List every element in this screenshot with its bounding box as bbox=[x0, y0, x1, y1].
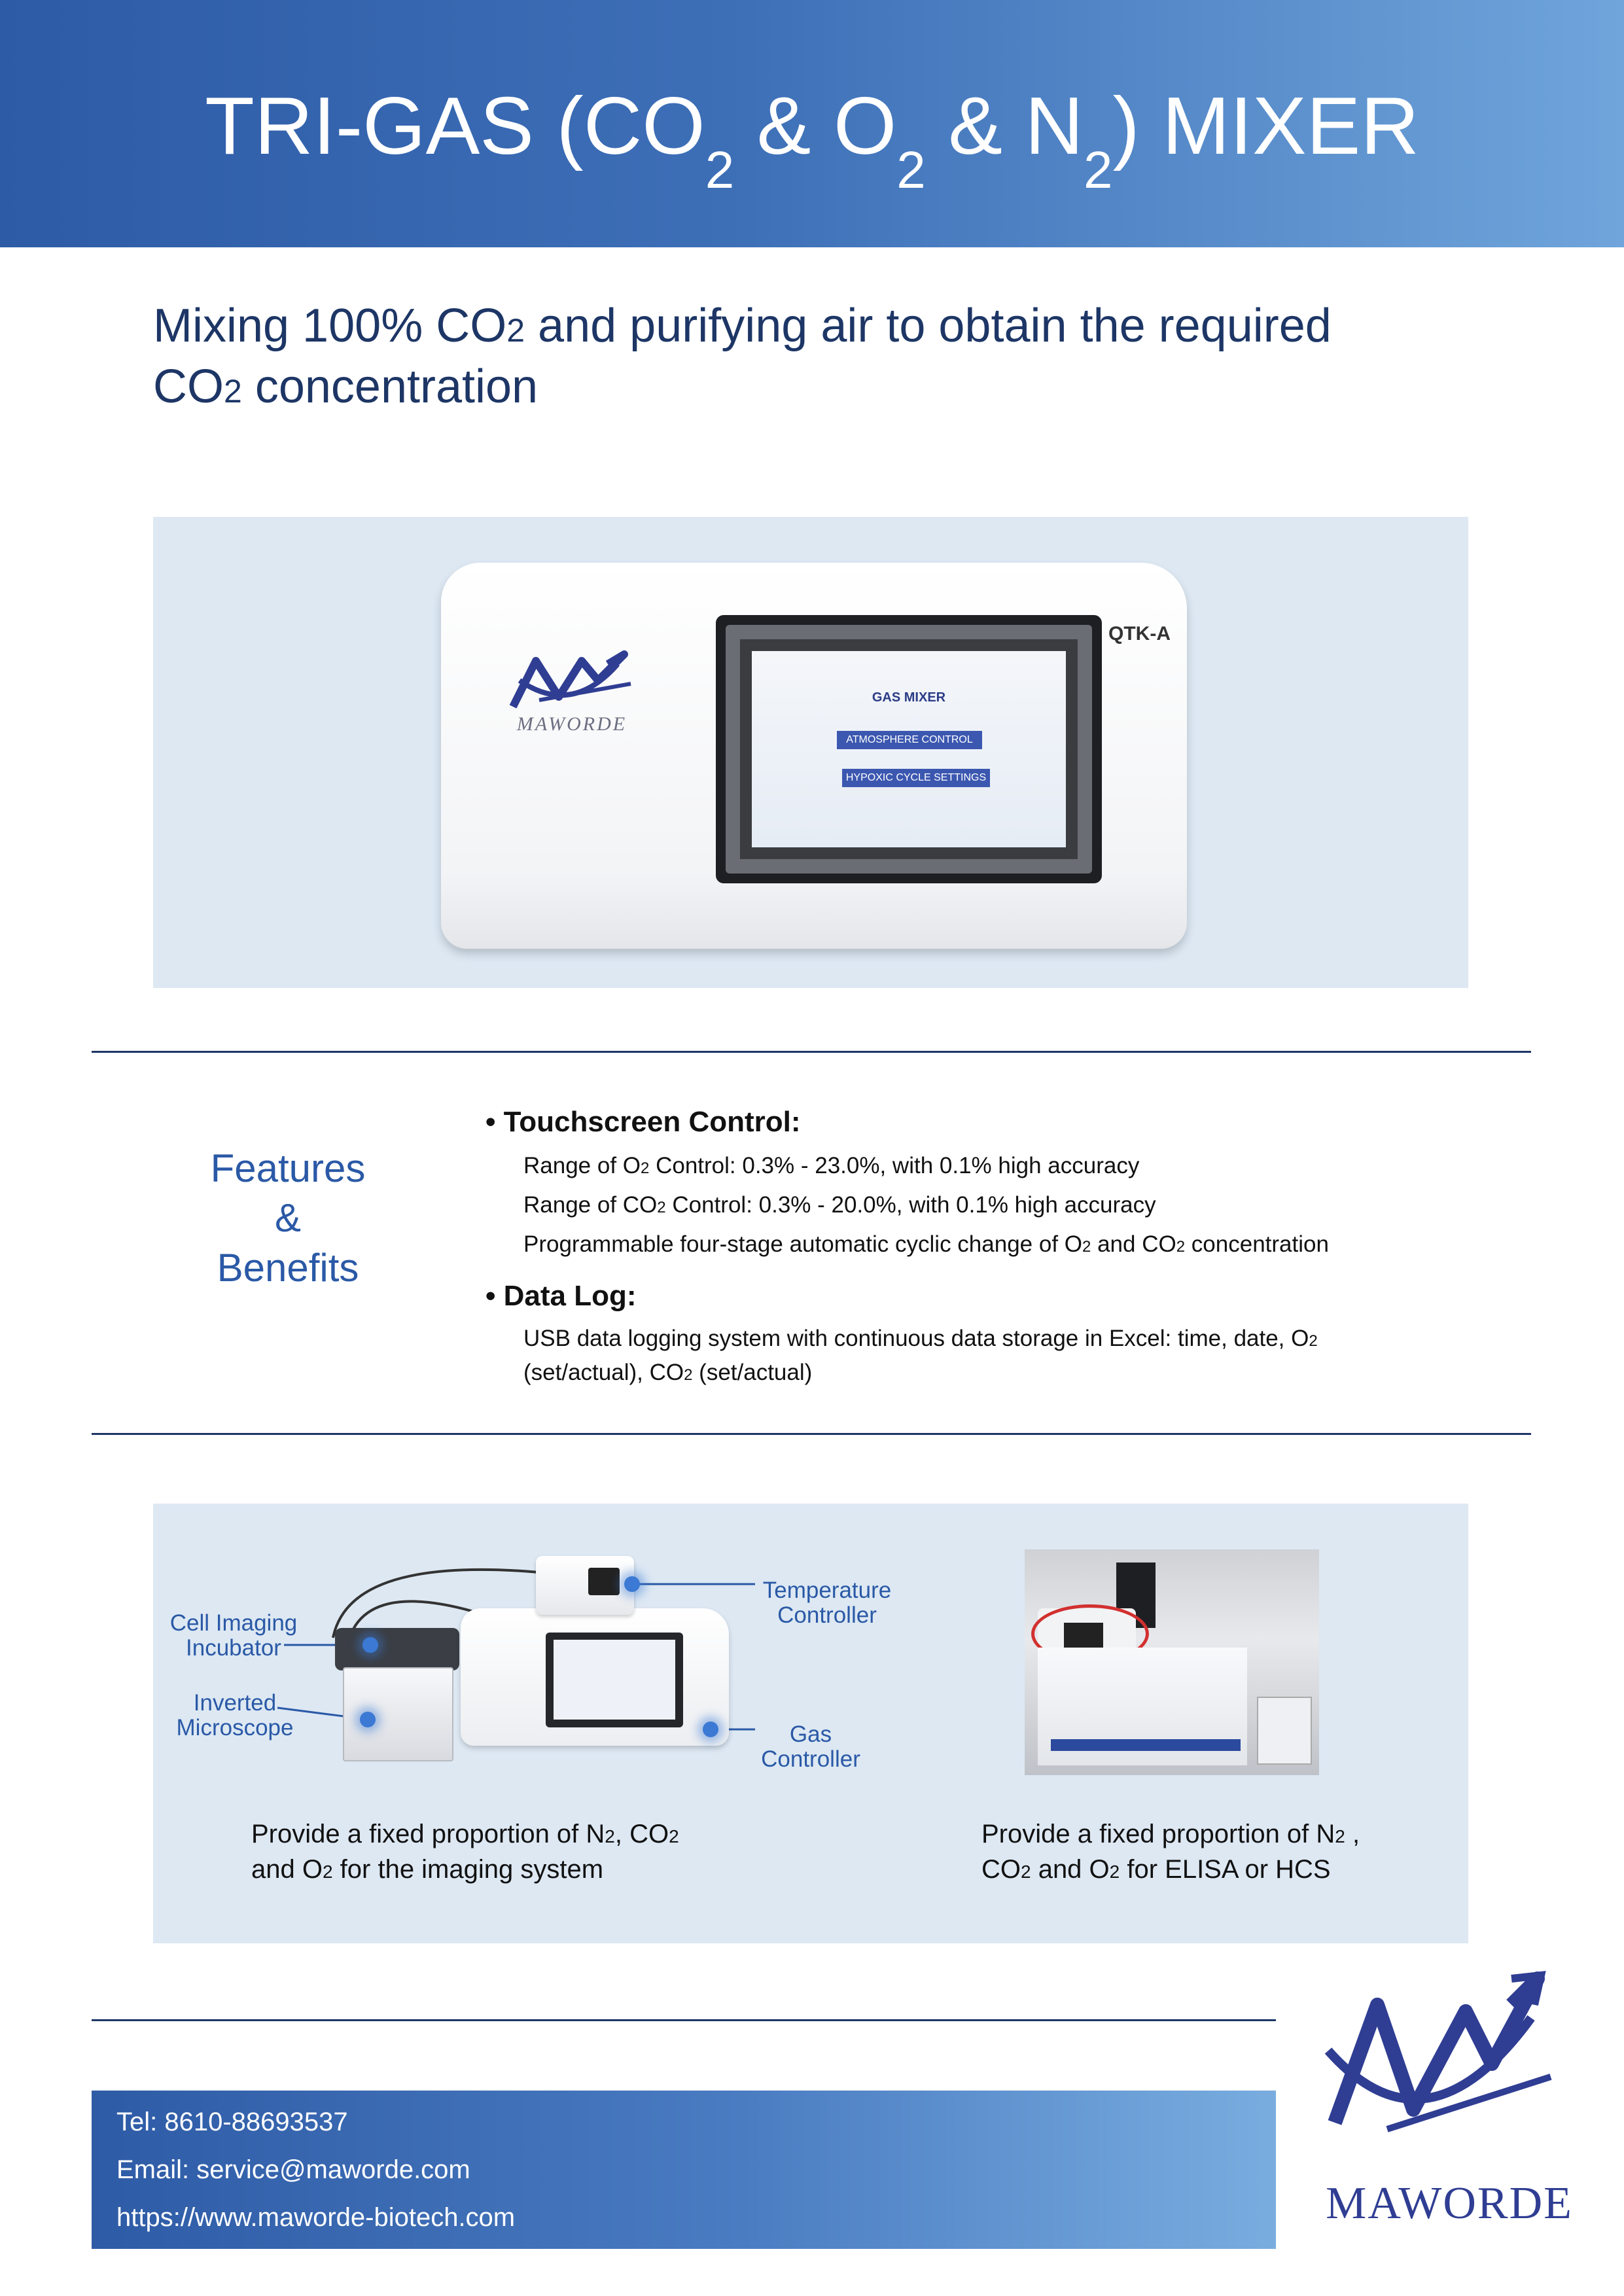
contact-footer bbox=[92, 2091, 1276, 2249]
maworde-brand-logo-icon bbox=[1315, 1966, 1564, 2162]
divider-middle bbox=[92, 1433, 1531, 1435]
feature-usb-logging-line-1: USB data logging system with continuous data storage in Excel: time, date, O2 bbox=[523, 1326, 1318, 1351]
feature-o2-range: Range of O2 Control: 0.3% - 23.0%, with 0.1% high accuracy bbox=[523, 1153, 1140, 1178]
inverted-microscope-label: Inverted Microscope bbox=[176, 1690, 294, 1740]
feature-co2-range: Range of CO2 Control: 0.3% - 20.0%, with 0.1% high accuracy bbox=[523, 1192, 1156, 1218]
features-benefits-label: Features & Benefits bbox=[210, 1146, 366, 1290]
photo-analyzer-stripe bbox=[1051, 1739, 1241, 1751]
touchscreen-control-heading: • Touchscreen Control: bbox=[485, 1106, 801, 1138]
cell-imaging-incubator-top bbox=[335, 1628, 459, 1670]
cell-imaging-incubator-label: Cell Imaging Incubator bbox=[169, 1610, 298, 1661]
hypoxic-cycle-settings-button[interactable]: HYPOXIC CYCLE SETTINGS bbox=[842, 769, 990, 787]
device-brand-text: MAWORDE bbox=[516, 713, 627, 735]
divider-bottom bbox=[92, 2019, 1276, 2021]
imaging-system-description: Provide a fixed proportion of N2, CO2 and O2 for the imaging system bbox=[251, 1820, 679, 1884]
brand-name: MAWORDE bbox=[1326, 2178, 1573, 2229]
incubator-indicator-dot bbox=[362, 1637, 378, 1653]
subtitle-line-2: CO2 concentration bbox=[153, 361, 538, 413]
elisa-hcs-setup-photo bbox=[1025, 1549, 1319, 1775]
page-title: TRI-GAS ($CO_2$ & $O_2$ & $N_2$) MIXER bbox=[205, 81, 1419, 199]
screen-title: GAS MIXER bbox=[872, 690, 946, 705]
touchscreen-display bbox=[752, 651, 1066, 847]
feature-usb-logging-line-2: (set/actual), CO2 (set/actual) bbox=[523, 1360, 813, 1385]
elisa-hcs-description: Provide a fixed proportion of N2 , CO2 and O2 for ELISA or HCS bbox=[981, 1820, 1360, 1884]
temperature-controller-display bbox=[588, 1568, 620, 1595]
website-link[interactable]: https://www.maworde-biotech.com bbox=[116, 2203, 516, 2232]
maworde-logo-icon bbox=[500, 645, 644, 723]
gas-controller-label: Gas Controller bbox=[761, 1722, 860, 1772]
product-image-panel bbox=[153, 517, 1468, 988]
applications-panel bbox=[153, 1504, 1468, 1943]
feature-cyclic-change: Programmable four-stage automatic cyclic change of O2 and CO2 concentration bbox=[523, 1231, 1329, 1257]
subtitle-line-1: Mixing 100% CO2 and purifying air to obtain the required bbox=[153, 300, 1332, 352]
device-model-label: QTK-A bbox=[1108, 623, 1171, 645]
photo-power-unit bbox=[1257, 1697, 1312, 1765]
gas-controller-display bbox=[554, 1640, 675, 1720]
temperature-indicator-dot bbox=[624, 1576, 640, 1592]
subtitle bbox=[153, 298, 1527, 419]
divider-top bbox=[92, 1051, 1531, 1053]
gas-indicator-dot bbox=[703, 1722, 718, 1737]
data-log-heading: • Data Log: bbox=[485, 1280, 637, 1312]
phone-number[interactable]: Tel: 8610-88693537 bbox=[116, 2108, 348, 2136]
temperature-controller-label: Temperature Controller bbox=[762, 1578, 892, 1628]
atmosphere-control-button[interactable]: ATMOSPHERE CONTROL bbox=[837, 731, 982, 749]
microscope-indicator-dot bbox=[360, 1712, 376, 1727]
email-link[interactable]: Email: service@maworde.com bbox=[116, 2155, 470, 2184]
inverted-microscope-body bbox=[343, 1667, 453, 1761]
